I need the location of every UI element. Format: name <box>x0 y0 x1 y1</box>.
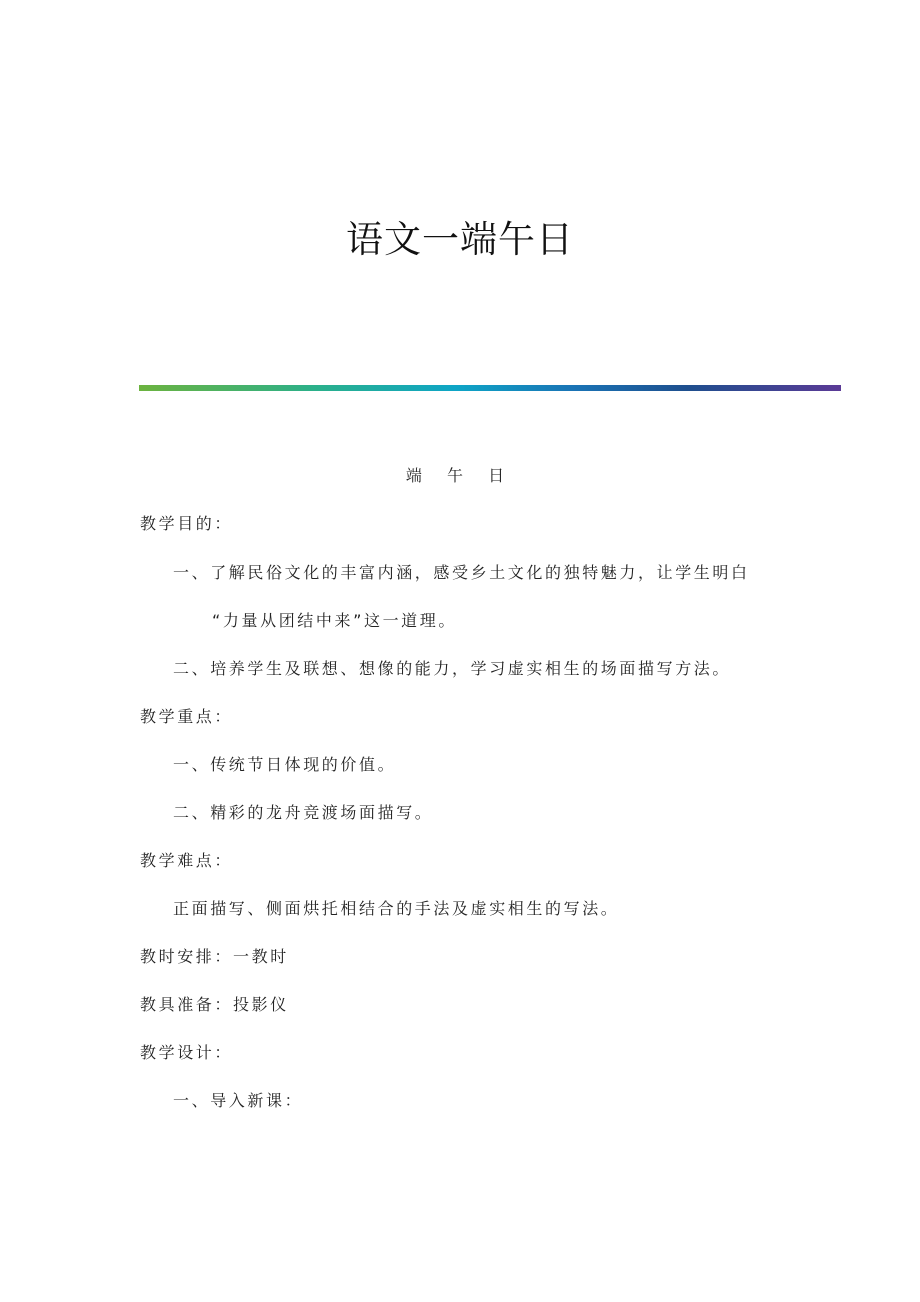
section-heading-objectives: 教学目的： <box>140 514 234 533</box>
objective-item-1: 一、了解民俗文化的丰富内涵，感受乡土文化的独特魅力，让学生明白 <box>173 563 750 582</box>
section-heading-difficulties: 教学难点： <box>140 851 234 870</box>
title-divider-bar <box>139 385 841 391</box>
schedule-line: 教时安排：一教时 <box>140 947 289 966</box>
objective-item-2: 二、培养学生及联想、想像的能力，学习虚实相生的场面描写方法。 <box>173 659 732 678</box>
design-item-1: 一、导入新课： <box>173 1091 304 1110</box>
key-point-item-2: 二、精彩的龙舟竞渡场面描写。 <box>173 803 434 822</box>
key-point-item-1: 一、传统节日体现的价值。 <box>173 755 397 774</box>
document-title: 语文一端午日 <box>346 218 574 261</box>
difficulty-item: 正面描写、侧面烘托相结合的手法及虚实相生的写法。 <box>173 899 620 918</box>
section-heading-key-points: 教学重点： <box>140 707 234 726</box>
equipment-line: 教具准备：投影仪 <box>140 995 289 1014</box>
lesson-subtitle: 端 午 日 <box>405 466 515 485</box>
objective-item-1-continued: “力量从团结中来”这一道理。 <box>212 611 457 630</box>
section-heading-design: 教学设计： <box>140 1043 234 1062</box>
